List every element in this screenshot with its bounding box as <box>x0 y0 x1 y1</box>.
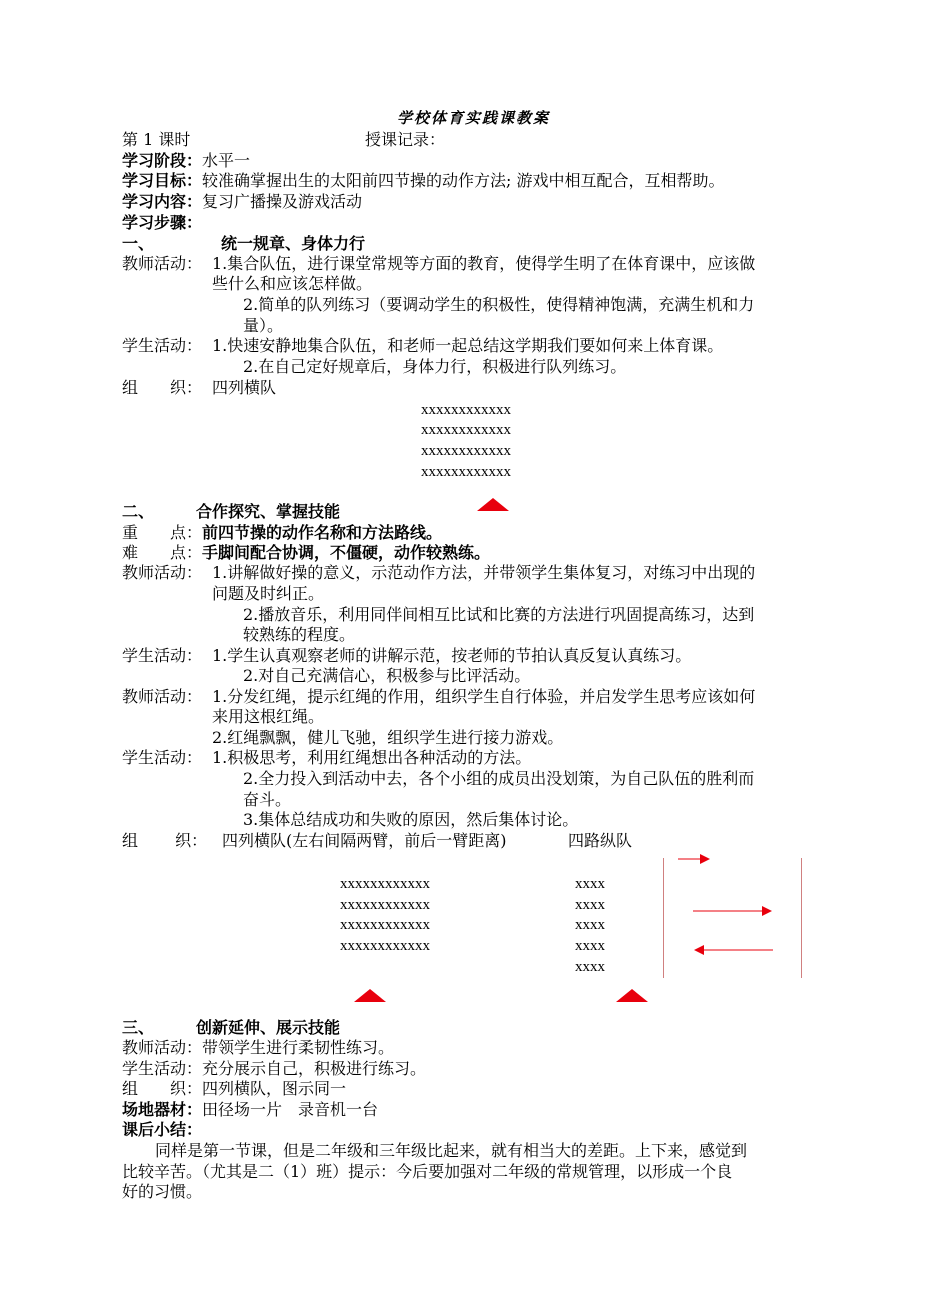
section-1-heading: 统一规章、身体力行 <box>221 234 366 253</box>
formation-row: xxxxxxxxxxxx <box>340 938 430 954</box>
goal-label: 学习目标： <box>122 171 203 190</box>
student-activity-5: 3.集体总结成功和失败的原因，然后集体讨论。 <box>243 810 579 829</box>
goal-value: 较准确掌握出生的太阳前四节操的动作方法; 游戏中相互配合，互相帮助。 <box>202 171 725 190</box>
section-3-heading: 创新延伸、展示技能 <box>196 1018 341 1037</box>
column-row: xxxx <box>575 938 605 954</box>
organization-label: 组 织： <box>122 831 208 850</box>
section-2-heading: 合作探究、掌握技能 <box>196 502 341 521</box>
teacher-activity-2: 2.播放音乐，利用同伴间相互比试和比赛的方法进行巩固提高练习，达到 <box>243 605 755 624</box>
teacher-activity-value: 带领学生进行柔韧性练习。 <box>202 1038 395 1057</box>
arrow-left-icon <box>694 945 773 955</box>
lesson-number: 第 1 课时 <box>122 130 191 149</box>
teacher-activity-1: 1.讲解做好操的意义，示范动作方法，并带领学生集体复习，对练习中出现的 <box>212 563 756 582</box>
teacher-activity-2: 2.简单的队列练习（要调动学生的积极性，使得精神饱满，充满生机和力 <box>243 295 755 314</box>
equipment-value: 田径场一片 录音机一台 <box>202 1100 379 1119</box>
content-label: 学习内容： <box>122 192 203 211</box>
column-row: xxxx <box>575 876 605 892</box>
teacher-activity-1-cont: 些什么和应该怎样做。 <box>212 274 373 293</box>
student-activity-label: 学生活动： <box>122 1059 203 1078</box>
student-activity-label: 学生活动： <box>122 646 203 665</box>
teacher-activity-2-cont: 较熟练的程度。 <box>243 625 356 644</box>
equipment-label: 场地器材： <box>122 1100 203 1119</box>
teacher-activity-4: 2.红绳飘飘，健儿飞驰，组织学生进行接力游戏。 <box>212 728 564 747</box>
teacher-activity-3: 1.分发红绳，提示红绳的作用，组织学生自行体验，并启发学生思考应该如何 <box>212 687 756 706</box>
formation-row: xxxxxxxxxxxx <box>421 422 511 438</box>
stage-label: 学习阶段： <box>122 151 203 170</box>
teacher-activity-label: 教师活动： <box>122 687 203 706</box>
teacher-activity-2-cont: 量）。 <box>243 316 284 335</box>
section-2-number: 二、 <box>122 502 155 521</box>
steps-label: 学习步骤： <box>122 213 203 232</box>
formation-row: xxxxxxxxxxxx <box>421 443 511 459</box>
column-row: xxxx <box>575 897 605 913</box>
content-value: 复习广播操及游戏活动 <box>202 192 363 211</box>
difficulty-value: 手脚间配合协调，不僵硬，动作较熟练。 <box>202 543 491 562</box>
organization-value: 四列横队(左右间隔两臂，前后一臂距离) <box>222 831 507 850</box>
column-row: xxxx <box>575 917 605 933</box>
formation-row: xxxxxxxxxxxx <box>340 897 430 913</box>
student-activity-2: 2.对自己充满信心，积极参与比评活动。 <box>243 666 531 685</box>
summary-line-2: 比较辛苦。（尤其是二（1）班）提示：今后要加强对二年级的常规管理，以形成一个良 <box>122 1162 733 1181</box>
organization-value: 四列横队 <box>212 378 277 397</box>
student-activity-label: 学生活动： <box>122 336 203 355</box>
teacher-activity-label: 教师活动： <box>122 563 203 582</box>
formation-row: xxxxxxxxxxxx <box>340 917 430 933</box>
student-activity-2: 2.在自己定好规章后，身体力行，积极进行队列练习。 <box>243 357 627 376</box>
student-activity-4-cont: 奋斗。 <box>243 790 292 809</box>
student-activity-3: 1.积极思考，利用红绳想出各种活动的方法。 <box>212 748 532 767</box>
difficulty-label: 难 点： <box>122 543 203 562</box>
teacher-activity-3-cont: 来用这根红绳。 <box>212 707 325 726</box>
teacher-activity-label: 教师活动： <box>122 254 203 273</box>
student-activity-label: 学生活动： <box>122 748 203 767</box>
organization-value-2: 四路纵队 <box>568 831 633 850</box>
formation-row: xxxxxxxxxxxx <box>421 402 511 418</box>
student-activity-4: 2.全力投入到活动中去，各个小组的成员出没划策，为自己队伍的胜利而 <box>243 769 755 788</box>
summary-line-1: 同样是第一节课，但是二年级和三年级比起来，就有相当大的差距。上下来，感觉到 <box>155 1141 748 1160</box>
teacher-position-triangle-icon <box>354 989 386 1002</box>
student-activity-1: 1.快速安静地集合队伍，和老师一起总结这学期我们要如何来上体育课。 <box>212 336 724 355</box>
student-activity-1: 1.学生认真观察老师的讲解示范，按老师的节拍认真反复认真练习。 <box>212 646 692 665</box>
organization-label: 组 织： <box>122 1079 203 1098</box>
key-point-label: 重 点： <box>122 523 203 542</box>
student-activity-value: 充分展示自己，积极进行练习。 <box>202 1059 427 1078</box>
section-3-number: 三、 <box>122 1018 155 1037</box>
teacher-position-triangle-icon <box>616 989 648 1002</box>
stage-value: 水平一 <box>202 151 251 170</box>
document-title: 学校体育实践课教案 <box>397 109 551 127</box>
summary-label: 课后小结： <box>122 1120 203 1139</box>
organization-value: 四列横队，图示同一 <box>202 1079 347 1098</box>
arrow-right-icon <box>678 854 710 864</box>
organization-label: 组 织： <box>122 378 203 397</box>
column-row: xxxx <box>575 959 605 975</box>
formation-row: xxxxxxxxxxxx <box>421 464 511 480</box>
formation-row: xxxxxxxxxxxx <box>340 876 430 892</box>
teacher-activity-1-cont: 问题及时纠正。 <box>212 584 325 603</box>
arrow-right-icon <box>693 906 772 916</box>
summary-line-3: 好的习惯。 <box>122 1182 203 1201</box>
teacher-activity-1: 1.集合队伍，进行课堂常规等方面的教育，使得学生明了在体育课中，应该做 <box>212 254 756 273</box>
key-point-value: 前四节操的动作名称和方法路线。 <box>202 523 443 542</box>
record-label: 授课记录： <box>365 130 446 149</box>
section-1-number: 一、 <box>122 234 155 253</box>
teacher-activity-label: 教师活动： <box>122 1038 203 1057</box>
